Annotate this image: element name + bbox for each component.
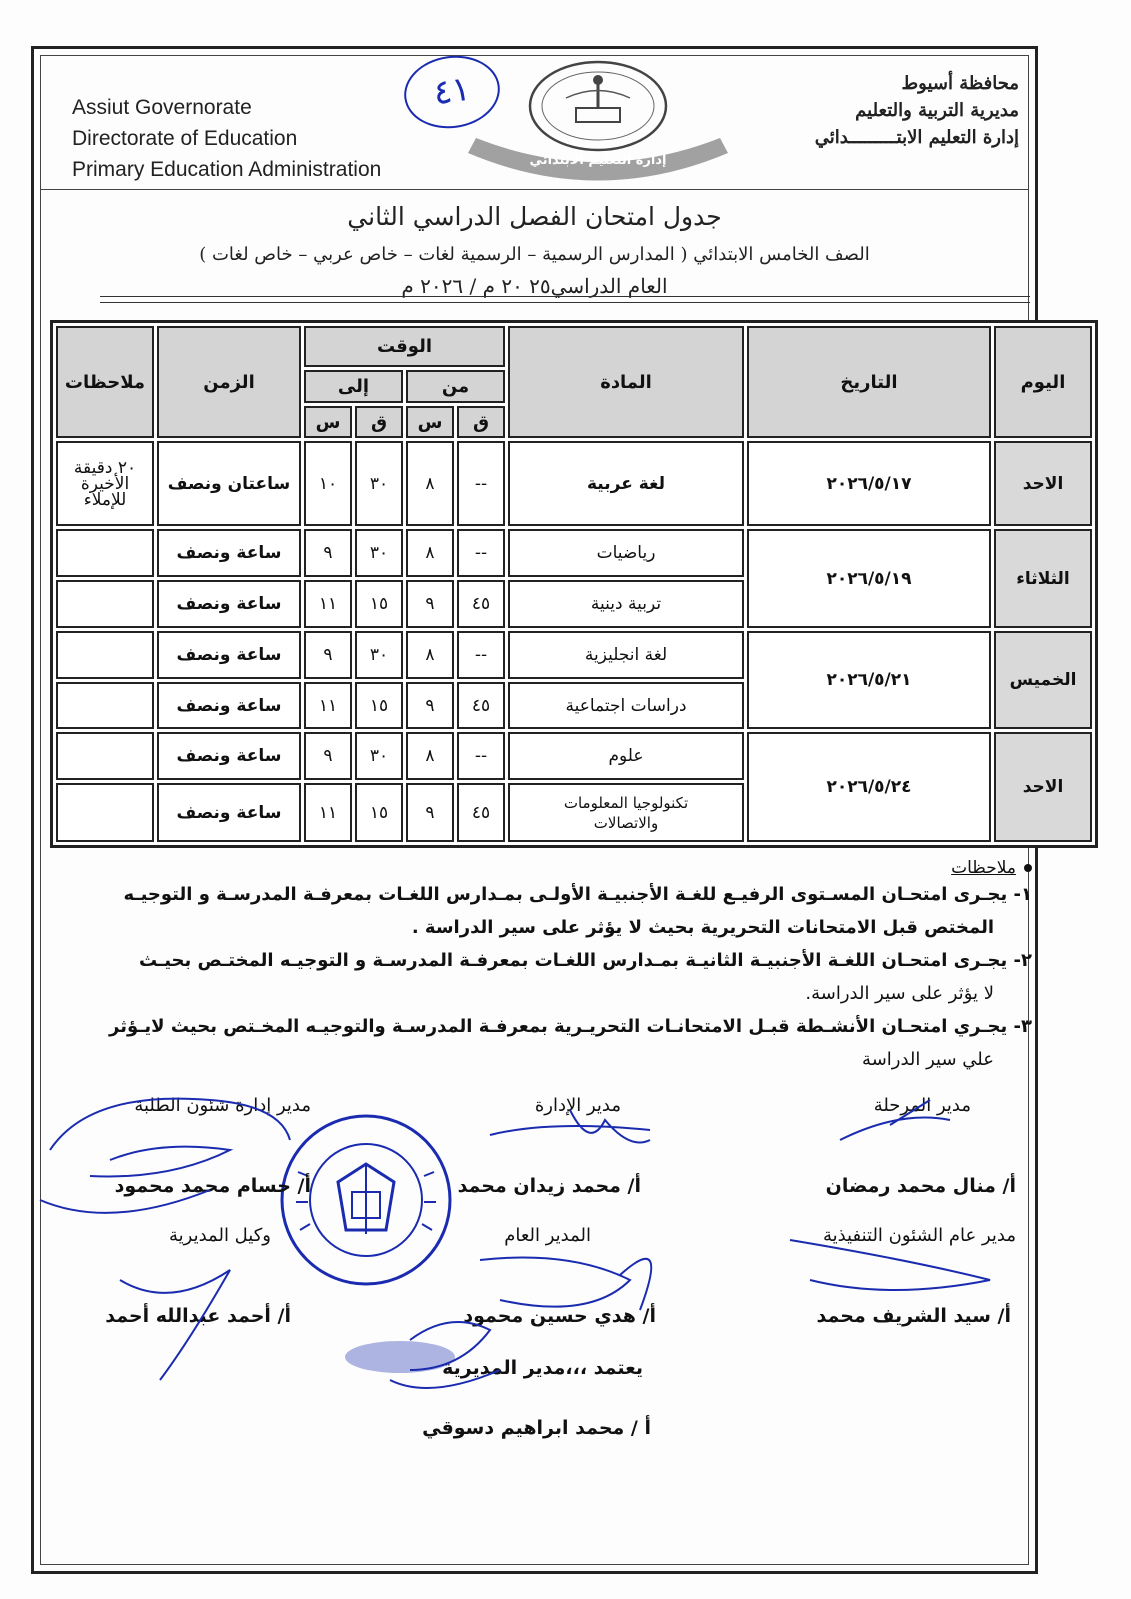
- duration-cell: ساعة ونصف: [157, 732, 301, 780]
- handwritten-number: ٤١: [399, 50, 504, 135]
- day-cell: الخميس: [994, 631, 1092, 730]
- from-minute-cell: --: [457, 732, 505, 780]
- directorate-en: Directorate of Education: [72, 127, 298, 150]
- from-hour-cell: ٨: [406, 732, 454, 780]
- executive-gm-name: أ/ سيد الشريف محمد: [816, 1305, 1011, 1327]
- executive-gm-title: مدير عام الشئون التنفيذية: [822, 1225, 1016, 1246]
- from-hour-cell: ٩: [406, 682, 454, 730]
- directorate-ar: مديرية التربية والتعليم: [855, 100, 1019, 121]
- header-time: الوقت: [304, 326, 505, 367]
- note-2-cont: لا يؤثر على سير الدراسة.: [805, 983, 994, 1004]
- general-manager-name: أ/ هدي حسين محمود: [463, 1305, 656, 1327]
- note-1: ١- يجـرى امتحـان المسـتوى الرفيـع للغـة الأجنبيـة الأولـى بمـدارس اللغـات بمعرفـة المدرسـة و التوجيـه: [123, 884, 1032, 905]
- subject-cell: لغة انجليزية: [508, 631, 744, 679]
- header-to: إلى: [304, 370, 403, 403]
- day-cell: الثلاثاء: [994, 529, 1092, 628]
- to-hour-cell: ١١: [304, 580, 352, 628]
- notes-cell: [56, 529, 154, 577]
- from-hour-cell: ٨: [406, 441, 454, 526]
- note-3: ٣- يجـري امتحـان الأنشـطة قبـل الامتحانـات التحريـرية بمعرفـة المدرسـة والتوجيـه المخـتص بحيث لايـؤثر: [109, 1016, 1032, 1037]
- to-hour-cell: ٩: [304, 631, 352, 679]
- day-cell: الاحد: [994, 732, 1092, 842]
- approval-line: يعتمد ،،،مدير المديرية: [442, 1357, 643, 1379]
- date-cell: ٢٠٢٦/٥/٢٤: [747, 732, 991, 842]
- to-minute-cell: ١٥: [355, 682, 403, 730]
- letterhead-english: [72, 92, 381, 185]
- subject-cell: لغة عربية: [508, 441, 744, 526]
- notes-cell: [56, 682, 154, 730]
- from-hour-cell: ٩: [406, 783, 454, 842]
- notes-section: [50, 858, 1032, 1076]
- subject-cell: دراسات اجتماعية: [508, 682, 744, 730]
- administration-ar: إدارة التعليم الابتـــــــــدائي: [814, 127, 1019, 148]
- to-hour-cell: ١١: [304, 783, 352, 842]
- subject-cell: تربية دينية: [508, 580, 744, 628]
- title-rule: [100, 302, 1030, 303]
- date-cell: ٢٠٢٦/٥/١٧: [747, 441, 991, 526]
- title-rule: [100, 296, 1030, 297]
- from-minute-cell: --: [457, 529, 505, 577]
- day-cell: الاحد: [994, 441, 1092, 526]
- students-affairs-name: أ/ حسام محمد محمود: [114, 1175, 311, 1197]
- header-date: التاريخ: [747, 326, 991, 438]
- header-to-minute: ق: [355, 406, 403, 439]
- from-hour-cell: ٩: [406, 580, 454, 628]
- notes-cell: [56, 783, 154, 842]
- table-row: [56, 732, 1092, 780]
- header-subject: المادة: [508, 326, 744, 438]
- duration-cell: ساعة ونصف: [157, 682, 301, 730]
- notes-heading: ملاحظات: [50, 858, 1032, 878]
- to-hour-cell: ٩: [304, 732, 352, 780]
- admin-manager-name: أ/ محمد زيدان محمد: [457, 1175, 641, 1197]
- administration-en: Primary Education Administration: [72, 158, 382, 181]
- to-hour-cell: ٩: [304, 529, 352, 577]
- table-row: [56, 631, 1092, 679]
- deputy-title: وكيل المديرية: [169, 1225, 271, 1246]
- notes-cell: ٢٠ دقيقة الأخيرة للإملاء: [56, 441, 154, 526]
- governorate-ar: محافظة أسيوط: [901, 73, 1019, 94]
- stage-manager-title: مدير المرحلة: [873, 1095, 971, 1116]
- from-hour-cell: ٨: [406, 631, 454, 679]
- duration-cell: ساعة ونصف: [157, 580, 301, 628]
- deputy-name: أ/ أحمد عبدالله أحمد: [105, 1305, 291, 1327]
- from-minute-cell: --: [457, 441, 505, 526]
- governorate-en: Assiut Governorate: [72, 96, 252, 119]
- students-affairs-title: مدير إدارة شئون الطلبة: [134, 1095, 311, 1116]
- header-from-minute: ق: [457, 406, 505, 439]
- date-cell: ٢٠٢٦/٥/١٩: [747, 529, 991, 628]
- subject-cell: رياضيات: [508, 529, 744, 577]
- duration-cell: ساعة ونصف: [157, 631, 301, 679]
- director-name: أ / محمد ابراهيم دسوقي: [422, 1417, 651, 1439]
- to-minute-cell: ٣٠: [355, 631, 403, 679]
- header-day: اليوم: [994, 326, 1092, 438]
- subject-cell: تكنولوجيا المعلومات والاتصالات: [508, 783, 744, 842]
- table-row: [56, 529, 1092, 577]
- academic-year: العام الدراسي٢٥ ٢٠ م / ٢٠٢٦ م: [401, 274, 668, 298]
- to-minute-cell: ١٥: [355, 580, 403, 628]
- letterhead-arabic: [815, 70, 1019, 151]
- education-logo-icon: [458, 58, 738, 188]
- header-duration: الزمن: [157, 326, 301, 438]
- stage-manager-name: أ/ منال محمد رمضان: [825, 1175, 1016, 1197]
- from-minute-cell: --: [457, 631, 505, 679]
- from-minute-cell: ٤٥: [457, 783, 505, 842]
- header-from-hour: س: [406, 406, 454, 439]
- bullet-icon: [1024, 864, 1032, 872]
- to-minute-cell: ٣٠: [355, 732, 403, 780]
- duration-cell: ساعتان ونصف: [157, 441, 301, 526]
- note-3-cont: علي سير الدراسة: [862, 1049, 994, 1070]
- to-minute-cell: ١٥: [355, 783, 403, 842]
- grade-line: الصف الخامس الابتدائي ( المدارس الرسمية – الرسمية لغات – خاص عربي – خاص لغات ): [199, 244, 870, 265]
- to-minute-cell: ٣٠: [355, 529, 403, 577]
- duration-cell: ساعة ونصف: [157, 783, 301, 842]
- notes-cell: [56, 580, 154, 628]
- table-row: [56, 441, 1092, 526]
- subject-cell: علوم: [508, 732, 744, 780]
- admin-manager-title: مدير الإدارة: [534, 1095, 621, 1116]
- header-to-hour: س: [304, 406, 352, 439]
- to-hour-cell: ١٠: [304, 441, 352, 526]
- from-minute-cell: ٤٥: [457, 682, 505, 730]
- date-cell: ٢٠٢٦/٥/٢١: [747, 631, 991, 730]
- from-hour-cell: ٨: [406, 529, 454, 577]
- note-2: ٢- يجـرى امتحـان اللغـة الأجنبيـة الثانيـة بمـدارس اللغـات بمعرفـة المدرسـة و التوجيـه المختـص بحيـث: [139, 950, 1032, 971]
- notes-cell: [56, 732, 154, 780]
- handwritten-signatures-icon: [30, 1080, 1030, 1500]
- to-minute-cell: ٣٠: [355, 441, 403, 526]
- logo-ribbon-text: إدارة التعليم الابتدائي: [529, 153, 667, 168]
- header-notes: ملاحظات: [56, 326, 154, 438]
- note-1-cont: المختص قبل الامتحانات التحريرية بحيث لا يؤثر على سير الدراسة .: [411, 917, 994, 938]
- general-manager-title: المدير العام: [504, 1225, 591, 1246]
- document-title: جدول امتحان الفصل الدراسي الثاني: [347, 202, 722, 231]
- from-minute-cell: ٤٥: [457, 580, 505, 628]
- header-from: من: [406, 370, 505, 403]
- to-hour-cell: ١١: [304, 682, 352, 730]
- exam-schedule-table: [50, 320, 1098, 848]
- duration-cell: ساعة ونصف: [157, 529, 301, 577]
- notes-cell: [56, 631, 154, 679]
